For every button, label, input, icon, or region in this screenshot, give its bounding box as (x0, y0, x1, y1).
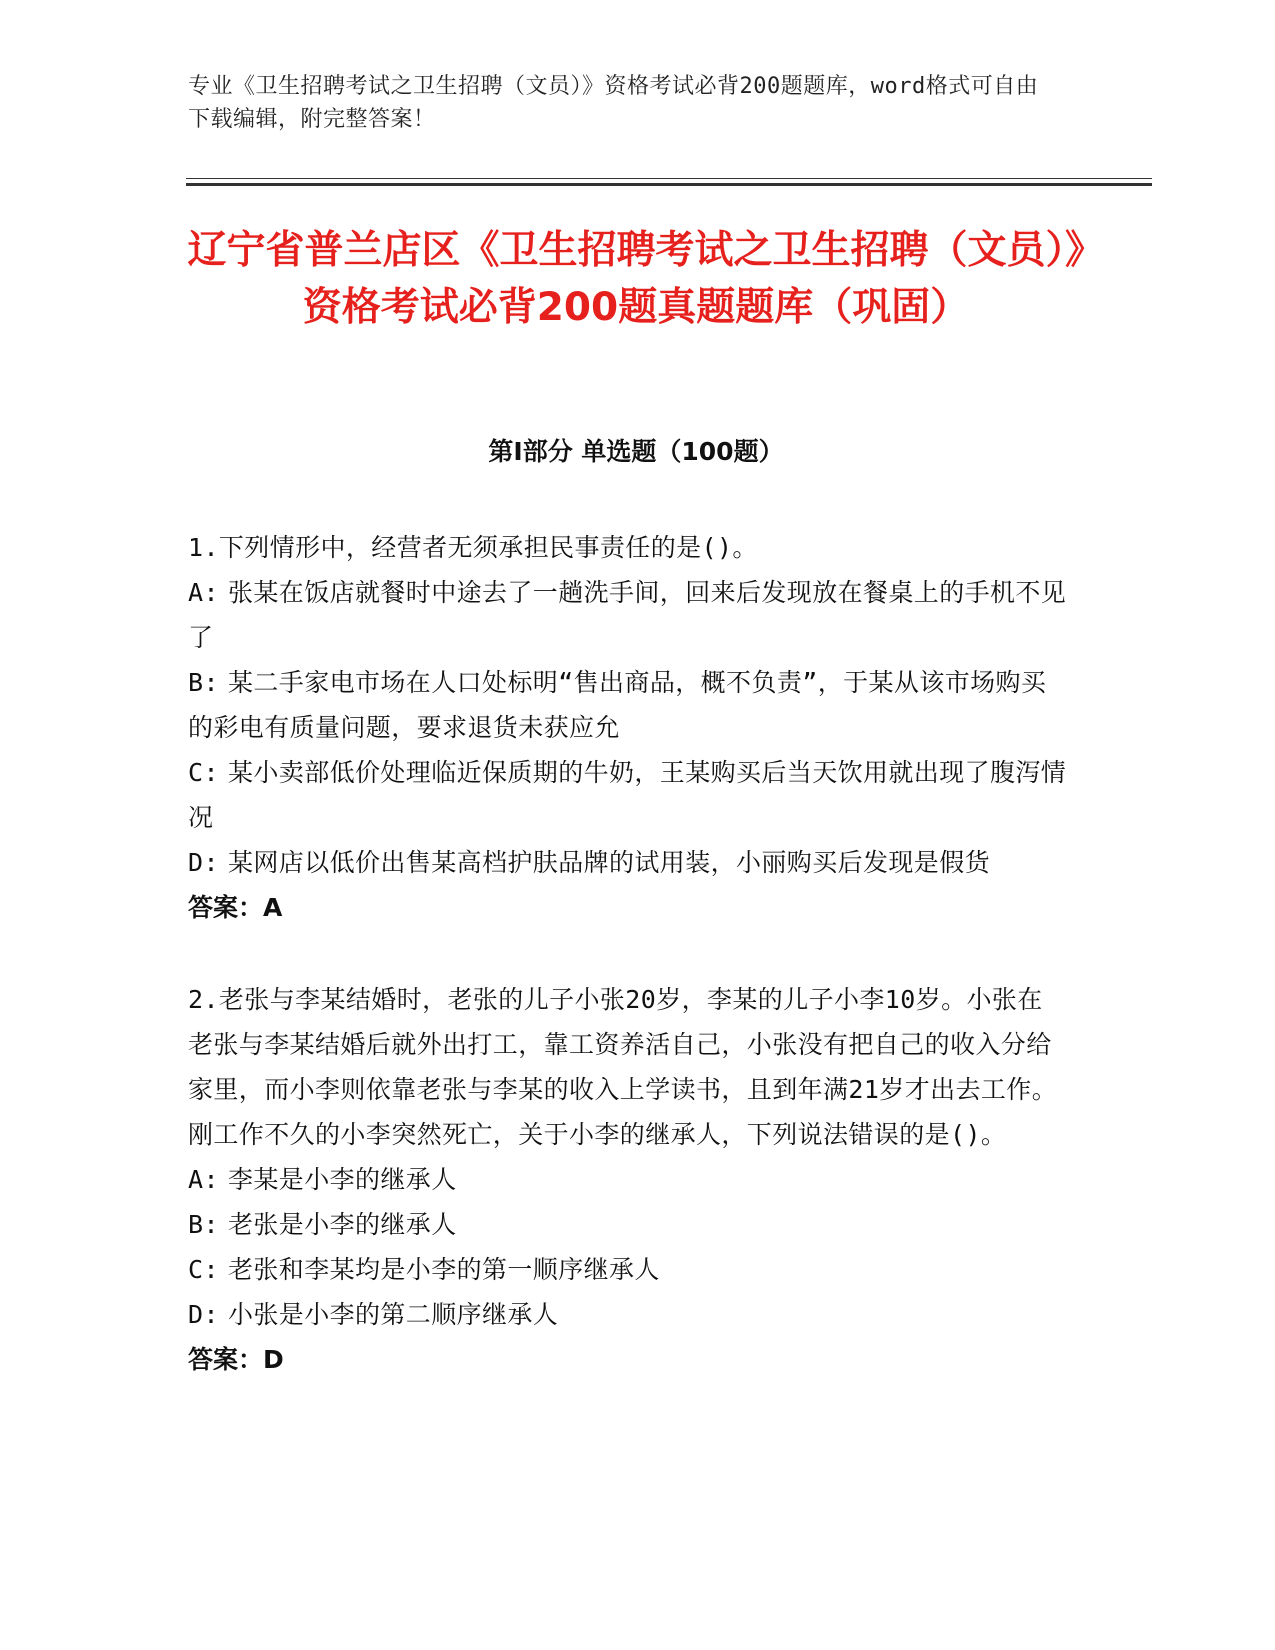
option-letter: C: (188, 758, 219, 787)
option-letter: D: (188, 848, 219, 877)
option-text: 李某是小李的继承人 (228, 1165, 457, 1194)
question-1 (188, 525, 1068, 930)
option-a (188, 570, 1068, 660)
option-letter: C: (188, 1255, 219, 1284)
option-text: 张某在饭店就餐时中途去了一趟洗手间，回来后发现放在餐桌上的手机不见了 (188, 578, 1067, 652)
option-letter: A: (188, 1165, 219, 1194)
header-note: 专业《卫生招聘考试之卫生招聘（文员）》资格考试必背200题题库，word格式可自由下载编辑，附完整答案！ (188, 74, 1039, 132)
question-2 (188, 977, 1068, 1382)
option-text: 某二手家电市场在人口处标明“售出商品，概不负责”，于某从该市场购买的彩电有质量问题，要求退货未获应允 (188, 668, 1047, 742)
option-text: 小张是小李的第二顺序继承人 (228, 1300, 559, 1329)
document-title: 辽宁省普兰店区《卫生招聘考试之卫生招聘（文员）》资格考试必背200题真题题库（巩固） (187, 228, 1085, 330)
question-stem: 1.下列情形中，经营者无须承担民事责任的是()。 (188, 533, 758, 562)
option-text: 老张是小李的继承人 (228, 1210, 457, 1239)
option-a (188, 1157, 1068, 1202)
answer-line: 答案：A (188, 893, 283, 922)
option-letter: B: (188, 1210, 219, 1239)
option-b (188, 1202, 1068, 1247)
header-rule-thick (186, 183, 1152, 186)
option-d (188, 1292, 1068, 1337)
option-text: 某小卖部低价处理临近保质期的牛奶，王某购买后当天饮用就出现了腹泻情况 (188, 758, 1067, 832)
question-list (188, 525, 1068, 1429)
answer-line: 答案：D (188, 1345, 284, 1374)
option-letter: D: (188, 1300, 219, 1329)
option-d (188, 840, 1068, 885)
option-b (188, 660, 1068, 750)
question-stem: 2.老张与李某结婚时，老张的儿子小张20岁，李某的儿子小李10岁。小张在老张与李某结婚后就外出打工，靠工资养活自己，小张没有把自己的收入分给家里，而小李则依靠老张与李某的收入上学读书，且到年满21岁才出去工作。刚工作不久的小李突然死亡，关于小李的继承人，下列说法错误的是()。 (188, 985, 1058, 1149)
option-letter: A: (188, 578, 219, 607)
option-c (188, 1247, 1068, 1292)
option-text: 老张和李某均是小李的第一顺序继承人 (228, 1255, 660, 1284)
option-text: 某网店以低价出售某高档护肤品牌的试用装，小丽购买后发现是假货 (228, 848, 991, 877)
section-title: 第I部分 单选题（100题） (488, 437, 784, 466)
option-c (188, 750, 1068, 840)
option-letter: B: (188, 668, 219, 697)
header-rule-thin (186, 178, 1152, 179)
